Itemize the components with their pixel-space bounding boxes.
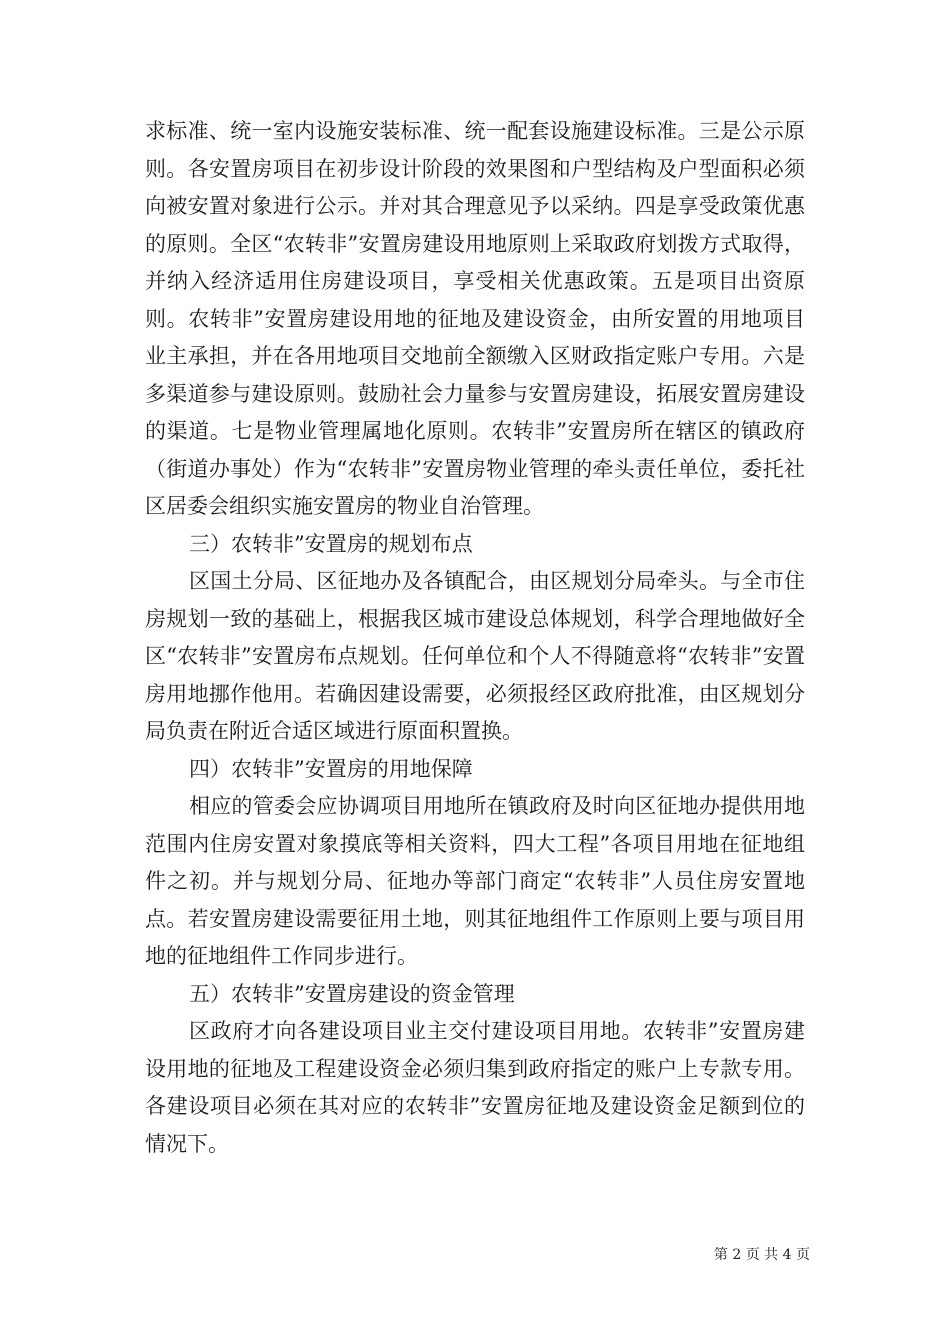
paragraph-fund-management: 区政府才向各建设项目业主交付建设项目用地。农转非”安置房建设用地的征地及工程建设资金必须归集到政府指定的账户上专款专用。各建设项目必须在其对应的农转非”安置房征地及建设资金足额到位的情况下。: [145, 1019, 805, 1156]
section-heading-land-guarantee: 四）农转非”安置房的用地保障: [189, 756, 473, 781]
paragraph-land-guarantee: 相应的管委会应协调项目用地所在镇政府及时向区征地办提供用地范围内住房安置对象摸底等相关资料，四大工程”各项目用地在征地组件之初。并与规划分局、征地办等部门商定“农转非”人员住房安置地点。若安置房建设需要征用土地，则其征地组件工作原则上要与项目用地的征地组件工作同步进行。: [145, 794, 805, 968]
paragraph-principles-continued: 求标准、统一室内设施安装标准、统一配套设施建设标准。三是公示原则。各安置房项目在初步设计阶段的效果图和户型结构及户型面积必须向被安置对象进行公示。并对其合理意见予以采纳。四是享受政策优惠的原则。全区“农转非”安置房建设用地原则上采取政府划拨方式取得，并纳入经济适用住房建设项目，享受相关优惠政策。五是项目出资原则。农转非”安置房建设用地的征地及建设资金，由所安置的用地项目业主承担，并在各用地项目交地前全额缴入区财政指定账户专用。六是多渠道参与建设原则。鼓励社会力量参与安置房建设，拓展安置房建设的渠道。七是物业管理属地化原则。农转非”安置房所在辖区的镇政府（街道办事处）作为“农转非”安置房物业管理的牵头责任单位，委托社区居委会组织实施安置房的物业自治管理。: [145, 119, 805, 518]
paragraph-planning-layout: 区国土分局、区征地办及各镇配合，由区规划分局牵头。与全市住房规划一致的基础上，根据我区城市建设总体规划，科学合理地做好全区“农转非”安置房布点规划。任何单位和个人不得随意将“农转非”安置房用地挪作他用。若确因建设需要，必须报经区政府批准，由区规划分局负责在附近合适区域进行原面积置换。: [145, 569, 805, 743]
page-number-footer: 第 2 页 共 4 页: [713, 1247, 810, 1263]
section-heading-planning-layout: 三）农转非”安置房的规划布点: [189, 531, 473, 556]
section-heading-fund-management: 五）农转非”安置房建设的资金管理: [189, 981, 515, 1006]
document-body: [145, 113, 805, 1163]
